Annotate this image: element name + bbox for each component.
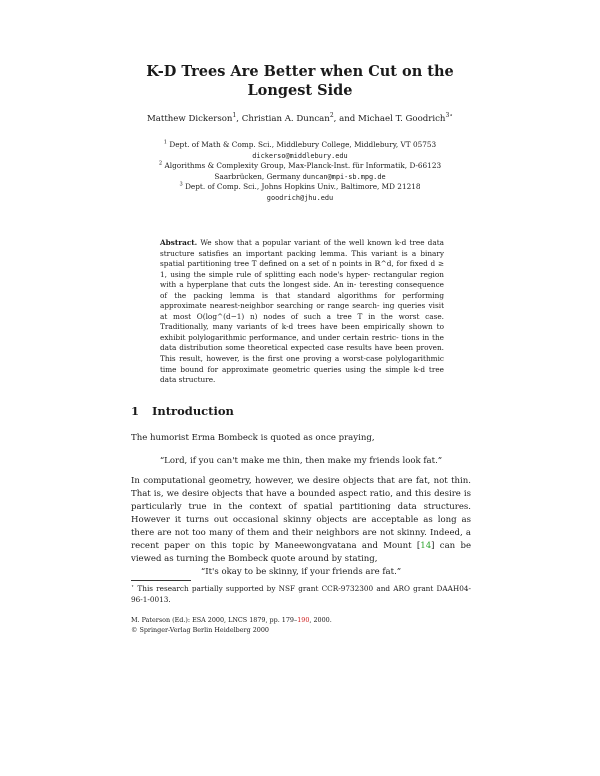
affiliation-text: Saarbrücken, Germany [214, 171, 301, 181]
abstract-line: case. Traditionally, many variants of k-d trees have been empirically [160, 311, 444, 332]
footnote-mark: ⋆ [131, 583, 135, 590]
copyright-text: Springer-Verlag Berlin Heidelberg 2000 [139, 625, 269, 634]
publication-line [131, 616, 471, 626]
affiliation-number: 2 [158, 160, 163, 167]
intro-line: The humorist Erma Bombeck is quoted as once praying, [131, 433, 375, 443]
author-mark: 1 [232, 112, 237, 120]
paragraph-line: Bombeck quote around by stating, [228, 554, 378, 564]
abstract-line: ing queries visit at most O(log^(d−1) n) nodes of such a tree T in the worst [160, 301, 445, 321]
abstract-line: binary spatial partitioning tree T defined on a set of n points in ℝ^d, [160, 248, 444, 269]
section-number: 1 [131, 404, 140, 418]
paragraph-line: That is, we desire objects that have a bounded aspect ratio, and this desire is [131, 489, 471, 499]
abstract-line: for performing approximate nearest-neighbor searching or range search- [160, 290, 444, 311]
affiliation-number: 1 [163, 139, 168, 146]
copyright-line [131, 626, 471, 636]
email: duncan@mpi-sb.mpg.de [302, 172, 386, 181]
affiliation-text: Dept. of Math & Comp. Sci., Middlebury College, Middlebury, VT 05753 [169, 140, 437, 149]
author-line: Matthew Dickerson$^1$, Christian A. Duncan$^2$, and Michael T. Goodrich$^{3⋆}$ [146, 112, 454, 124]
publication-text: , 2000. [309, 616, 332, 624]
abstract-line: for fixed d ≥ 1, using the simple rule of splitting each node's hyper- [160, 259, 444, 279]
paper-title: K-D Trees Are Better when Cut on the Longest Side [146, 63, 454, 99]
paragraph-line: this topic by Maneewongvatana and Mount [14] can be viewed as turning the [131, 541, 472, 564]
author-name: and Michael T. Goodrich [339, 114, 446, 124]
affiliation-text: Dept. of Comp. Sci., Johns Hopkins Univ., Baltimore, MD 21218 [185, 182, 421, 192]
section-title: Introduction [152, 404, 234, 418]
abstract-line: been proven. This result, however, is the first one proving a worst-case [160, 343, 444, 364]
abstract-line: simple k-d tree data structure. [160, 364, 444, 385]
abstract [160, 238, 444, 386]
affiliation-1 [100, 140, 500, 151]
paragraph [131, 475, 471, 566]
paragraph-line: In computational geometry, however, we desire objects that are fat, not thin. [131, 476, 471, 486]
abstract-line: tions in the data distribution some theoretical expected case results have [160, 332, 444, 353]
footnote [131, 584, 471, 605]
publication-info [131, 616, 471, 635]
footnote-divider [131, 580, 191, 581]
author-name: Christian A. Duncan [241, 114, 330, 124]
paragraph-line: too many of them and their neighbors are not skinny. Indeed, a recent paper on [131, 528, 471, 551]
author-name: Matthew Dickerson [146, 114, 233, 124]
quote-bombeck: “Lord, if you can't make me thin, then make my friends look fat.” [159, 456, 443, 466]
abstract-line: We show that a popular variant of the well known k-d tree [200, 238, 425, 247]
footnote-line: DAAH04-96-1-0013. [131, 584, 471, 604]
affiliation-2-line2 [100, 172, 500, 183]
publication-text: M. Paterson (Ed.): ESA 2000, LNCS 1879, pp. 179– [131, 616, 298, 624]
paragraph-line: it turns out occasional skinny objects are acceptable as long as there are not [131, 515, 472, 538]
affiliation-number: 3 [179, 181, 183, 188]
affiliation-text: Algorithms & Complexity Group, Max-Planck-Inst. für Informatik, D-66123 [164, 161, 442, 171]
email: dickerso@middlebury.edu [252, 151, 348, 160]
affiliation-2 [100, 161, 500, 172]
abstract-line: data structure satisfies an important packing lemma. This variant is a [160, 238, 444, 258]
section-heading [131, 404, 234, 418]
affiliations [100, 140, 500, 204]
quote-skinny: “It's okay to be skinny, if your friends are fat.” [200, 567, 402, 577]
abstract-line: teresting consequence of the packing lemma is that standard algorithms [160, 280, 444, 300]
paragraph-line: particularly true in the context of spatial partitioning data structures. However [131, 502, 471, 525]
abstract-line: rectangular region with a hyperplane that cuts the longest side. An in- [160, 269, 444, 290]
email: goodrich@jhu.edu [266, 193, 334, 202]
copyright-icon: © [131, 625, 138, 634]
page-range-link[interactable]: 190 [297, 616, 310, 624]
abstract-line: shown to exhibit polylogarithmic performance, and under certain restric- [160, 322, 444, 342]
affiliation-3 [100, 182, 500, 193]
abstract-label: Abstract. [160, 238, 198, 247]
author-mark: 3⋆ [445, 112, 454, 120]
author-mark: 2 [329, 112, 334, 120]
citation-link[interactable]: 14 [420, 541, 432, 551]
footnote-line: This research partially supported by NSF grant CCR-9732300 and ARO grant [137, 584, 434, 593]
abstract-line: polylogarithmic time bound for approximate geometric queries using the [160, 354, 444, 374]
